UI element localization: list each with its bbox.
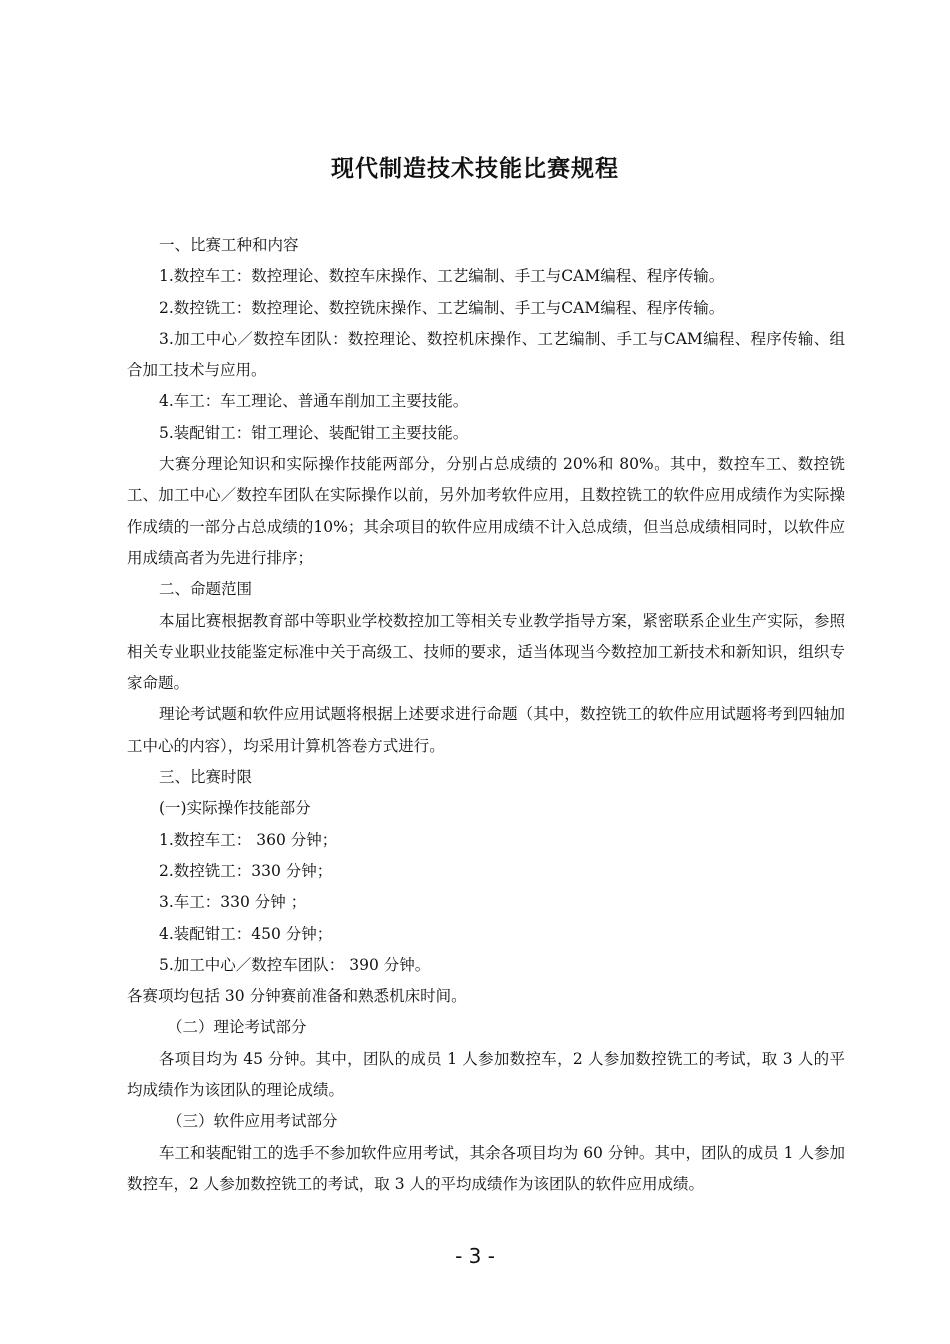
body-paragraph: 各赛项均包括 30 分钟赛前准备和熟悉机床时间。	[127, 987, 467, 1006]
subsection-heading: (一)实际操作技能部分	[159, 799, 311, 818]
body-paragraph: 本届比赛根据教育部中等职业学校数控加工等相关专业教学指导方案，紧密联系企业生产实际，参照相关专业职业技能鉴定标准中关于高级工、技师的要求，适当体现当今数控加工新技术和新知识，组织专家命题。	[127, 611, 845, 693]
page-number: - 3 -	[455, 1244, 495, 1268]
body-paragraph: 理论考试题和软件应用试题将根据上述要求进行命题（其中，数控铣工的软件应用试题将考到四轴加工中心的内容），均采用计算机答卷方式进行。	[127, 705, 845, 755]
section-heading-3: 三、比赛时限	[159, 768, 253, 787]
list-item: 1.数控车工： 360 分钟；	[159, 830, 338, 849]
list-item: 3.车工：330 分钟 ；	[159, 893, 307, 912]
body-paragraph: 各项目均为 45 分钟。其中，团队的成员 1 人参加数控车，2 人参加数控铣工的考试，取 3 人的平均成绩作为该团队的理论成绩。	[127, 1049, 845, 1100]
body-paragraph: 车工和装配钳工的选手不参加软件应用考试，其余各项目均为 60 分钟。其中，团队的成员 1 人参加数控车，2 人参加数控铣工的考试，取 3 人的平均成绩作为该团队的软件应用成绩。	[127, 1143, 845, 1193]
document-title: 现代制造技术技能比赛规程	[331, 156, 619, 182]
list-item: 2.数控铣工：数控理论、数控铣床操作、工艺编制、手工与CAM编程、程序传输。	[159, 298, 725, 317]
list-item: 4.车工：车工理论、普通车削加工主要技能。	[159, 392, 469, 411]
section-heading-2: 二、命题范围	[159, 580, 253, 599]
list-item: 5.加工中心／数控车团队： 390 分钟。	[159, 955, 431, 974]
subsection-heading: （二）理论考试部分	[167, 1018, 307, 1037]
body-paragraph: 大赛分理论知识和实际操作技能两部分，分别占总成绩的 20%和 80%。其中，数控车工、数控铣工、加工中心／数控车团队在实际操作以前，另外加考软件应用，且数控铣工的软件应用成绩作为实际操作成绩的一部分占总成绩的10%；其余项目的软件应用成绩不计入总成绩，但当总成绩相同时，以软件应用成绩高者为先进行排序；	[127, 455, 845, 567]
list-item: 4.装配钳工：450 分钟；	[159, 924, 333, 943]
list-item: 5.装配钳工：钳工理论、装配钳工主要技能。	[159, 423, 469, 442]
document-body	[127, 230, 845, 1200]
subsection-heading: （三）软件应用考试部分	[167, 1112, 338, 1131]
section-heading-1: 一、比赛工种和内容	[159, 236, 299, 254]
list-item: 2.数控铣工：330 分钟；	[159, 861, 333, 880]
list-item: 1.数控车工：数控理论、数控车床操作、工艺编制、手工与CAM编程、程序传输。	[159, 267, 725, 286]
list-item: 3.加工中心／数控车团队：数控理论、数控机床操作、工艺编制、手工与CAM编程、程序传输、组合加工技术与应用。	[127, 329, 845, 380]
